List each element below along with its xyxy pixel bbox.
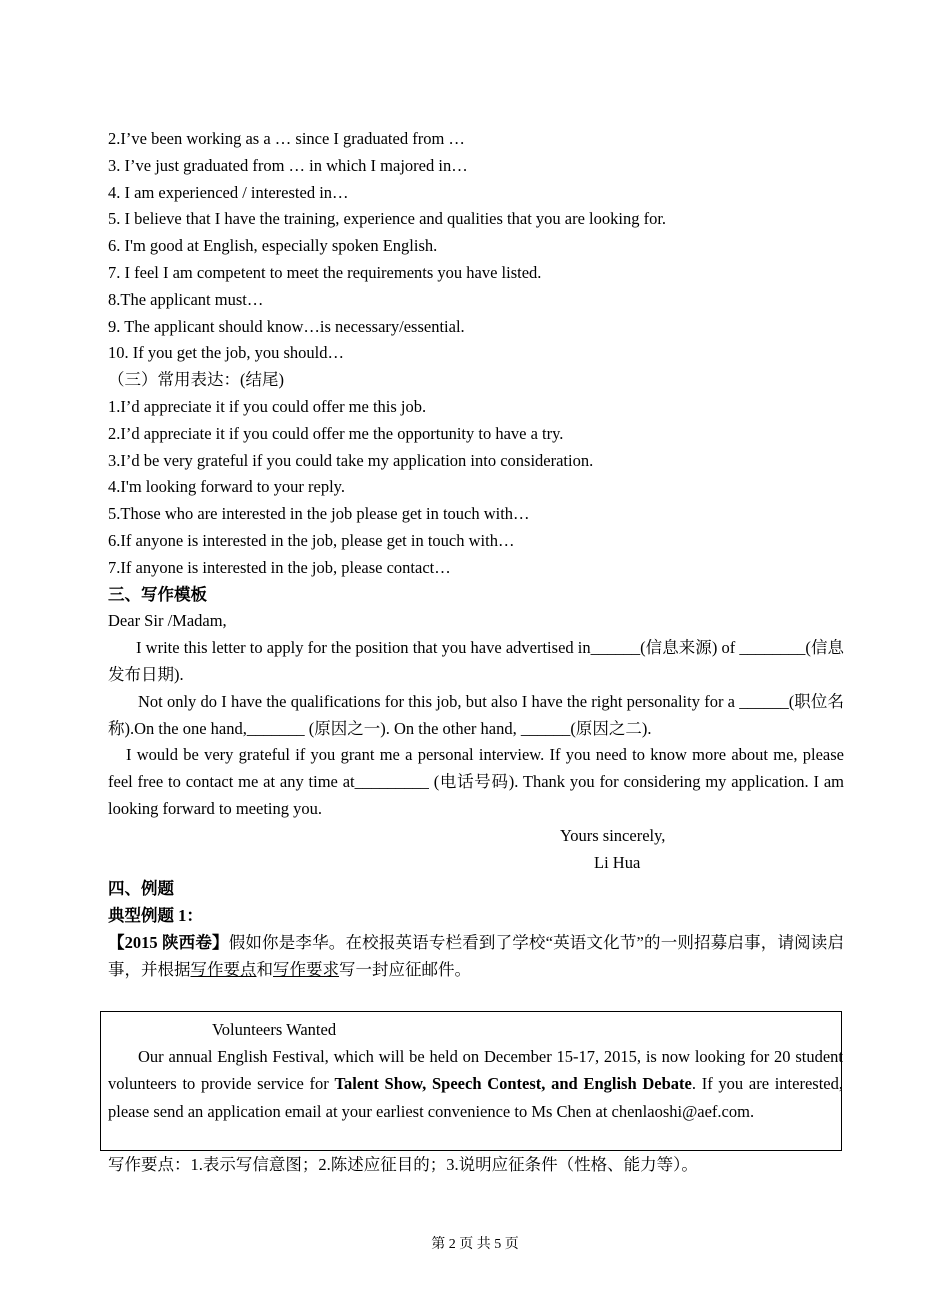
template-closing: Yours sincerely, [560,825,666,845]
phrase-line: 4. I am experienced / interested in… [108,182,349,202]
template-paragraph-3: I would be very grateful if you grant me a personal interview. If you need to know more about me, please feel free to contact me at any time at_________ (电话号码). Thank you for considering my application. I am looking forward to meeting you. [108,745,844,818]
writing-requirements-link: 写作要求 [273,959,339,979]
template-paragraph-2: Not only do I have the qualifications for this job, but also I have the right personality for a ______(职位名称).On the one hand,_______ (原因之一). On the other hand, ______(原因之二). [108,691,844,738]
template-salutation: Dear Sir /Madam, [108,611,227,631]
closing-phrase: 5.Those who are interested in the job please get in touch with… [108,504,530,524]
template-paragraph-1: I write this letter to apply for the position that you have advertised in______(信息来源) of ________(信息发布日期). [108,638,844,684]
notice-text: . If you are interested, please send an application email at your earliest convenience to Ms Chen at chenlaoshi@aef.com. [108,1074,843,1121]
example-prompt [108,930,844,984]
notice-body [108,1043,843,1125]
notice-bold-text: Talent Show, Speech Contest, and English Debate [334,1074,692,1094]
prompt-text: 写一封应征邮件。 [339,959,471,979]
closing-phrase: 2.I’d appreciate it if you could offer me the opportunity to have a try. [108,423,564,443]
closing-phrase: 3.I’d be very grateful if you could take my application into consideration. [108,450,594,470]
closing-phrase: 4.I'm looking forward to your reply. [108,477,345,497]
phrase-line: 10. If you get the job, you should… [108,343,345,363]
phrase-line: 8.The applicant must… [108,289,264,309]
phrase-line: 9. The applicant should know…is necessary/essential. [108,316,465,336]
example-subheading: 典型例题 1： [108,906,203,926]
template-heading: 三、写作模板 [108,584,207,604]
writing-points: 写作要点：1.表示写信意图；2.陈述应征目的；3.说明应征条件（性格、能力等）。 [108,1155,698,1174]
writing-points-link: 写作要点 [190,959,257,979]
main-content [108,126,844,984]
phrase-line: 2.I’ve been working as a … since I graduated from … [108,129,465,148]
notice-content [108,1016,843,1125]
template-signature: Li Hua [594,852,641,872]
closing-phrase: 1.I’d appreciate it if you could offer me this job. [108,396,427,416]
page-footer: 第 2 页 共 5 页 [431,1237,519,1252]
prompt-text: 假如你是李华。在校报英语专栏看到了学校“英语文化节”的一则招募启事，请阅读启事，并根据 [108,932,844,979]
closing-heading: （三）常用表达：(结尾) [108,370,284,390]
notice-title: Volunteers Wanted [212,1020,337,1039]
prompt-text: 和 [256,959,273,979]
closing-phrase: 7.If anyone is interested in the job, please contact… [108,557,451,577]
source-tag: 【2015 陕西卷】 [108,932,229,952]
notice-text: Our annual English Festival, which will be held on December 15-17, 2015, is now looking for 20 student volunteers to provide service for [108,1047,843,1094]
phrase-line: 6. I'm good at English, especially spoken English. [108,236,438,256]
closing-phrase: 6.If anyone is interested in the job, please get in touch with… [108,530,515,550]
example-heading: 四、例题 [108,879,174,899]
notice-box [100,1011,842,1151]
phrase-line: 7. I feel I am competent to meet the requirements you have listed. [108,262,542,282]
phrase-line: 3. I’ve just graduated from … in which I majored in… [108,155,468,175]
phrase-line: 5. I believe that I have the training, experience and qualities that you are looking for. [108,209,667,229]
